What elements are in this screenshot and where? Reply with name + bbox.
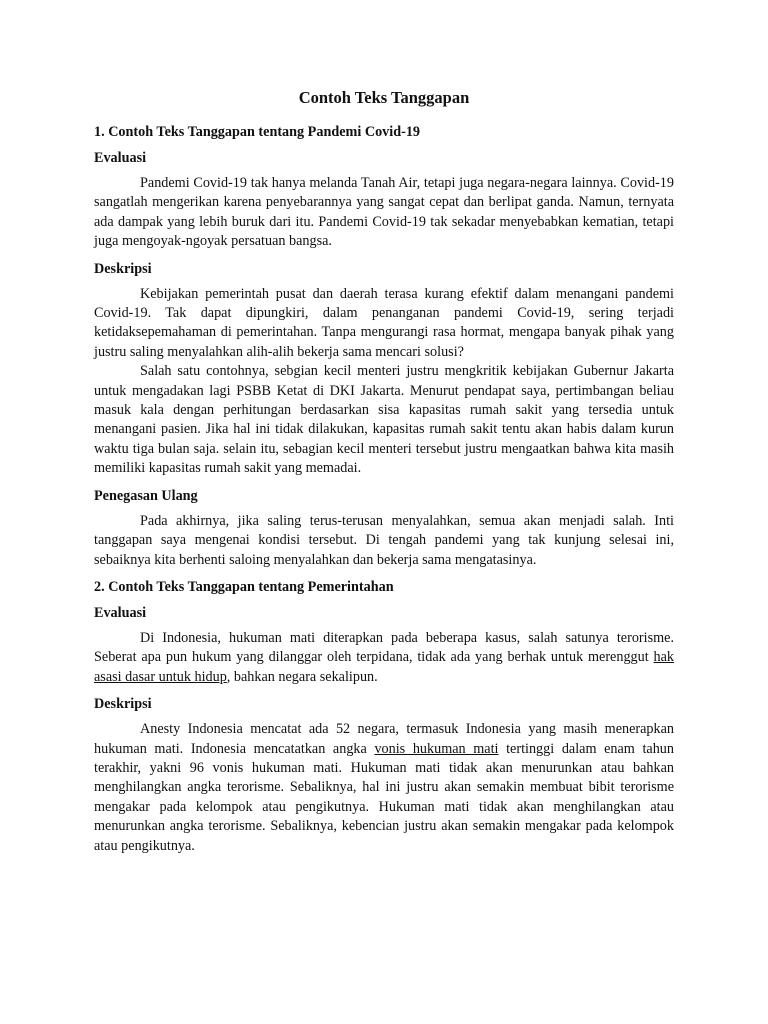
- section-heading-pandemi: 1. Contoh Teks Tanggapan tentang Pandemi Covid-19: [94, 124, 421, 140]
- hak-asasi-link[interactable]: hak asasi dasar untuk hidup: [94, 649, 674, 685]
- subheading-evaluasi-2: Evaluasi: [94, 604, 147, 621]
- text-run: tertinggi dalam enam tahun terakhir, yakni 96 vonis hukuman mati. Hukuman mati tidak akan menurunkan atau bahkan menghilangkan angka terorisme. Sebaliknya, hal ini justru akan semakin membuat bibit terorisme mengakar pada kelompok atau pengikutnya. Hukuman mati tidak akan menghilangkan atau menurunkan angka terorisme. Sebaliknya, kebencian justru akan semakin mengakar pada kelompok atau pengikutnya.: [94, 740, 674, 854]
- subheading-deskripsi-2: Deskripsi: [94, 696, 152, 713]
- subheading-evaluasi: Evaluasi: [94, 150, 147, 166]
- paragraph-deskripsi-1: Kebijakan pemerintah pusat dan daerah terasa kurang efektif dalam menangani pandemi Covid-19. Tak dapat dipungkiri, dalam penanganan pandemi Covid-19, sering terjadi ketidaksepemahaman di pemerintahan. Tanpa mengurangi rasa hormat, mengapa banyak pihak yang justru saling menyalahkan alih-alih bekerja sama mencari solusi?: [94, 285, 674, 360]
- paragraph-deskripsi-3: [94, 720, 674, 856]
- subheading-penegasan-ulang: Penegasan Ulang: [94, 487, 198, 504]
- section-heading-pemerintahan: 2. Contoh Teks Tanggapan tentang Pemerintahan: [94, 578, 394, 595]
- paragraph-penegasan-ulang: Pada akhirnya, jika saling terus-terusan menyalahkan, semua akan menjadi salah. Inti tanggapan saya mengenai kondisi tersebut. Di tengah pandemi yang tak kunjung selesai ini, sebaiknya kita berhenti saloing menyalahkan dan bekerja sama mengatasinya.: [94, 512, 674, 568]
- text-run: Anesty Indonesia mencatat ada 52 negara, termasuk Indonesia yang masih menerapkan hukuman mati. Indonesia mencatatkan angka: [94, 721, 674, 757]
- paragraph-deskripsi-2: Salah satu contohnya, sebgian kecil menteri justru mengkritik kebijakan Gubernur Jakarta untuk mengadakan lagi PSBB Ketat di DKI Jakarta. Menurut pendapat saya, pertimbangan beliau masuk kala dengan perhitungan berdasarkan sisa kapasitas rumah sakit yang tersedia untuk menangani pasien. Jika hal ini tidak dilakukan, kapasitas rumah sakit tentu akan habis dalam kurun waktu tiga bulan saja. selain itu, sebagian kecil menteri tersebut justru mengaatkan bahwa kita masih memiliki kapasitas rumah sakit yang memadai.: [94, 363, 674, 477]
- subheading-deskripsi: Deskripsi: [94, 260, 152, 277]
- vonis-hukuman-mati-link[interactable]: vonis hukuman mati: [374, 740, 499, 757]
- text-run: Di Indonesia, hukuman mati diterapkan pada beberapa kasus, salah satunya terorisme. Seberat apa pun hukum yang dilanggar oleh terpidana, tidak ada yang berhak untuk merenggut: [94, 629, 674, 666]
- paragraph-evaluasi: Pandemi Covid-19 tak hanya melanda Tanah Air, tetapi juga negara-negara lainnya. Covid-19 sangatlah mengerikan karena penyebarannya yang sangat cepat dan berlipat ganda. Namun, ternyata ada dampak yang lebih buruk dari itu. Pandemi Covid-19 tak sekadar menyebabkan kematian, tetapi juga mengoyak-ngoyak persatuan bangsa.: [94, 175, 674, 250]
- text-run: , bahkan negara sekalipun.: [226, 668, 378, 685]
- document-title: Contoh Teks Tanggapan: [298, 88, 470, 107]
- paragraph-evaluasi-2: [94, 629, 674, 687]
